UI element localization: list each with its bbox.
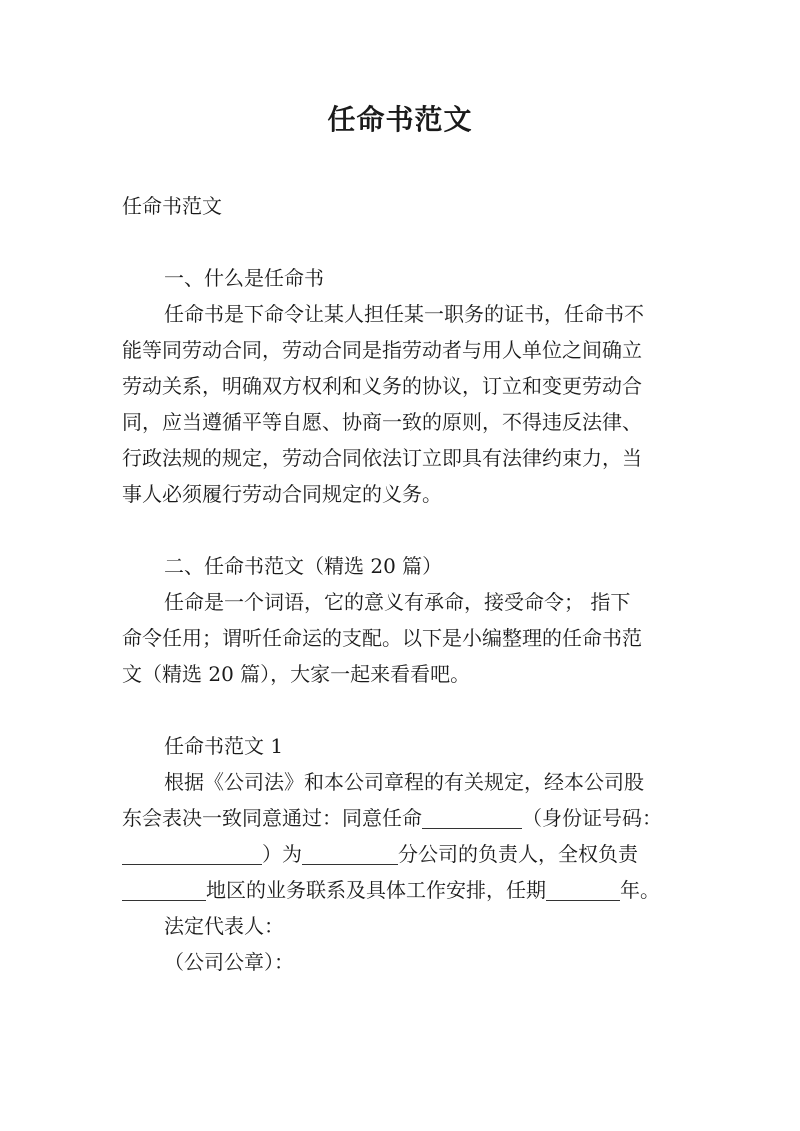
company-seal-label: （公司公章）： — [164, 950, 294, 974]
sample1-heading: 任命书范文 1 — [164, 734, 284, 758]
section1-line: 能等同劳动合同，劳动合同是指劳动者与用人单位之间确立 — [122, 338, 642, 362]
spacer — [122, 224, 692, 260]
fill-in-blank-name — [422, 806, 522, 829]
sample1-text: ）为 — [262, 842, 302, 866]
sample1-line — [122, 872, 692, 908]
sample1-text: 年。 — [620, 878, 660, 902]
document-title: 任命书范文 — [327, 103, 473, 136]
fill-in-blank-region — [122, 878, 206, 901]
section1-line: 同，应当遵循平等自愿、协商一致的原则，不得违反法律、 — [122, 410, 642, 434]
spacer — [122, 512, 692, 548]
sample1-text: 东会表决一致同意通过：同意任命 — [122, 806, 422, 830]
sample1-text: （身份证号码： — [522, 806, 662, 830]
legal-representative-label: 法定代表人： — [164, 914, 284, 938]
fill-in-blank-id-number — [122, 842, 262, 865]
section1-line: 任命书是下命令让某人担任某一职务的证书，任命书不 — [164, 302, 644, 326]
section2-line: 命令任用；谓听任命运的支配。以下是小编整理的任命书范 — [122, 626, 642, 650]
sample1-line — [122, 800, 692, 836]
sample1-text: 分公司的负责人，全权负责 — [398, 842, 638, 866]
section1-heading: 一、什么是任命书 — [164, 266, 324, 290]
section2-line: 文（精选 20 篇），大家一起来看看吧。 — [122, 662, 471, 686]
spacer — [122, 692, 692, 728]
sample1-line — [122, 836, 692, 872]
sample1-text: 地区的业务联系及具体工作安排，任期 — [206, 878, 546, 902]
section1-line: 劳动关系，明确双方权利和义务的协议，订立和变更劳动合 — [122, 374, 642, 398]
sample1-line: 根据《公司法》和本公司章程的有关规定，经本公司股 — [164, 770, 644, 794]
document-subtitle: 任命书范文 — [122, 194, 222, 218]
section1-line: 事人必须履行劳动合同规定的义务。 — [122, 482, 442, 506]
fill-in-blank-branch — [302, 842, 398, 865]
section1-line: 行政法规的规定，劳动合同依法订立即具有法律约束力，当 — [122, 446, 642, 470]
fill-in-blank-term — [546, 878, 620, 901]
document-body — [122, 188, 692, 980]
section2-line: 任命是一个词语，它的意义有承命，接受命令； 指下 — [164, 590, 631, 614]
section2-heading: 二、任命书范文（精选 20 篇） — [164, 554, 443, 578]
